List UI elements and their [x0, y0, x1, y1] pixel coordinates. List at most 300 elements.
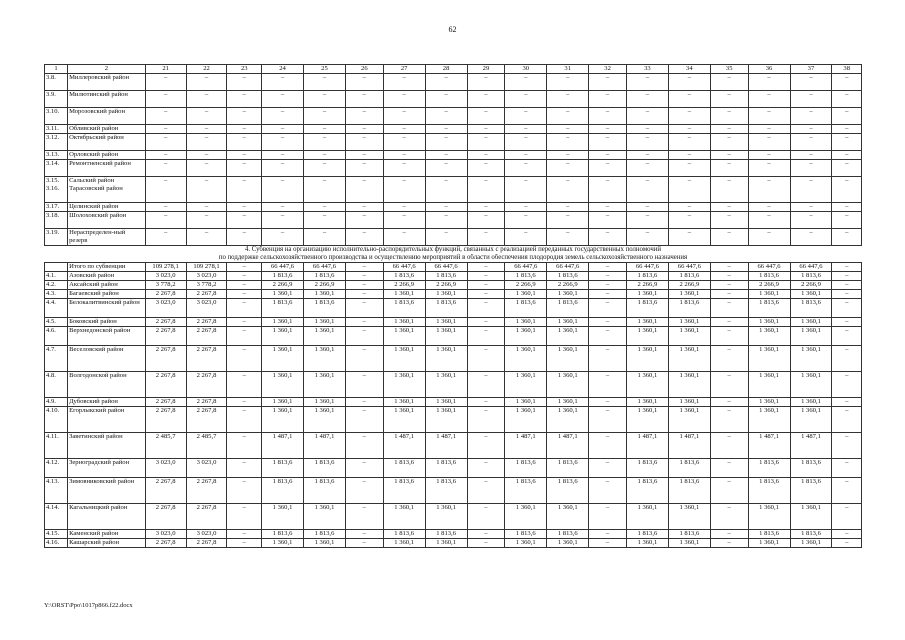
value-cell: –: [145, 160, 186, 177]
value-cell: –: [186, 203, 227, 212]
value-cell: 1 360,1: [304, 290, 346, 299]
value-cell: –: [467, 459, 505, 478]
value-cell: 1 813,6: [383, 272, 425, 281]
value-cell: 2 267,8: [186, 504, 227, 530]
value-cell: –: [668, 108, 710, 125]
table-row: [45, 151, 862, 160]
row-number: 3.9.: [45, 91, 68, 108]
value-cell: –: [505, 108, 547, 125]
value-cell: –: [547, 151, 589, 160]
district-name: Заветинский район: [68, 433, 146, 459]
value-cell: 2 267,8: [145, 290, 186, 299]
row-number: 4.11.: [45, 433, 68, 459]
district-name: Орловский район: [68, 151, 146, 160]
value-cell: 1 360,1: [547, 539, 589, 548]
value-cell: 1 360,1: [425, 407, 467, 433]
value-cell: –: [589, 151, 627, 160]
value-cell: 3 778,2: [145, 281, 186, 290]
value-cell: 1 360,1: [383, 372, 425, 398]
value-cell: –: [832, 299, 862, 318]
value-cell: –: [262, 91, 304, 108]
value-cell: –: [589, 229, 627, 246]
value-cell: 66 447,6: [262, 263, 304, 272]
value-cell: 1 360,1: [262, 539, 304, 548]
value-cell: –: [304, 203, 346, 212]
value-cell: 1 360,1: [547, 372, 589, 398]
table-row: [45, 504, 862, 530]
value-cell: 1 813,6: [304, 272, 346, 281]
value-cell: 1 360,1: [262, 290, 304, 299]
value-cell: –: [227, 212, 262, 229]
value-cell: –: [227, 459, 262, 478]
value-cell: –: [832, 125, 862, 134]
value-cell: 1 360,1: [547, 346, 589, 372]
value-cell: 1 813,6: [304, 530, 346, 539]
value-cell: 1 487,1: [425, 433, 467, 459]
value-cell: –: [227, 504, 262, 530]
value-cell: –: [547, 125, 589, 134]
value-cell: 1 813,6: [425, 299, 467, 318]
column-header-cell: 29: [467, 65, 505, 74]
value-cell: 2 267,8: [186, 372, 227, 398]
value-cell: –: [145, 108, 186, 125]
row-number: 4.8.: [45, 372, 68, 398]
value-cell: 2 267,8: [186, 407, 227, 433]
table-body-section-4: [45, 263, 862, 548]
row-number: 4.2.: [45, 281, 68, 290]
district-name: Кашарский район: [68, 539, 146, 548]
value-cell: –: [748, 177, 790, 203]
value-cell: –: [668, 160, 710, 177]
value-cell: 1 360,1: [304, 372, 346, 398]
value-cell: –: [467, 372, 505, 398]
value-cell: –: [262, 108, 304, 125]
value-cell: 1 813,6: [626, 530, 668, 539]
value-cell: 2 267,8: [145, 398, 186, 407]
value-cell: –: [748, 134, 790, 151]
table-row: [45, 272, 862, 281]
value-cell: 1 360,1: [505, 318, 547, 327]
page-number: 62: [448, 25, 457, 34]
value-cell: 1 360,1: [383, 318, 425, 327]
value-cell: –: [832, 407, 862, 433]
value-cell: –: [710, 272, 748, 281]
value-cell: –: [832, 229, 862, 246]
value-cell: –: [832, 478, 862, 504]
value-cell: –: [345, 372, 383, 398]
value-cell: –: [345, 229, 383, 246]
value-cell: –: [710, 177, 748, 203]
district-name: Милютинский район: [68, 91, 146, 108]
section-title-line2: по поддержке сельскохозяйственного производства и осуществлению мероприятий в области обеспечения плодородия земель сельскохозяйственного назначения: [218, 254, 688, 261]
value-cell: 1 360,1: [425, 372, 467, 398]
column-header-cell: 36: [748, 65, 790, 74]
value-cell: –: [345, 290, 383, 299]
value-cell: –: [467, 318, 505, 327]
value-cell: –: [345, 478, 383, 504]
district-name: Аксайский район: [68, 281, 146, 290]
value-cell: –: [790, 151, 832, 160]
value-cell: 3 023,0: [186, 272, 227, 281]
value-cell: 1 487,1: [383, 433, 425, 459]
value-cell: –: [710, 203, 748, 212]
value-cell: –: [790, 134, 832, 151]
value-cell: –: [383, 151, 425, 160]
value-cell: –: [710, 108, 748, 125]
table-row: [45, 91, 862, 108]
value-cell: 1 813,6: [425, 530, 467, 539]
value-cell: 1 813,6: [626, 478, 668, 504]
value-cell: 1 360,1: [262, 504, 304, 530]
value-cell: 1 487,1: [304, 433, 346, 459]
table-row: [45, 318, 862, 327]
value-cell: –: [425, 125, 467, 134]
value-cell: 1 360,1: [626, 539, 668, 548]
value-cell: –: [425, 212, 467, 229]
value-cell: –: [425, 108, 467, 125]
value-cell: –: [710, 263, 748, 272]
value-cell: 1 813,6: [304, 478, 346, 504]
row-number: 4.6.: [45, 327, 68, 346]
value-cell: –: [227, 539, 262, 548]
value-cell: 1 360,1: [383, 539, 425, 548]
value-cell: 2 266,9: [425, 281, 467, 290]
value-cell: –: [589, 281, 627, 290]
value-cell: –: [832, 151, 862, 160]
table-row: [45, 177, 862, 203]
value-cell: 1 813,6: [505, 272, 547, 281]
value-cell: 1 360,1: [790, 327, 832, 346]
value-cell: 1 360,1: [425, 327, 467, 346]
value-cell: –: [425, 229, 467, 246]
value-cell: 1 487,1: [668, 433, 710, 459]
district-name: Дубовский район: [68, 398, 146, 407]
value-cell: 2 266,9: [505, 281, 547, 290]
value-cell: –: [547, 134, 589, 151]
value-cell: 1 360,1: [304, 318, 346, 327]
value-cell: 1 813,6: [547, 299, 589, 318]
value-cell: 1 813,6: [262, 272, 304, 281]
value-cell: 1 813,6: [262, 299, 304, 318]
value-cell: 1 360,1: [547, 327, 589, 346]
value-cell: –: [186, 125, 227, 134]
value-cell: 1 360,1: [626, 372, 668, 398]
value-cell: 1 813,6: [626, 299, 668, 318]
value-cell: 1 360,1: [505, 290, 547, 299]
value-cell: 2 267,8: [145, 318, 186, 327]
value-cell: 1 813,6: [383, 530, 425, 539]
value-cell: –: [227, 125, 262, 134]
value-cell: –: [467, 108, 505, 125]
value-cell: 1 813,6: [790, 272, 832, 281]
table-row: [45, 125, 862, 134]
value-cell: –: [345, 160, 383, 177]
value-cell: 1 360,1: [668, 539, 710, 548]
value-cell: –: [710, 160, 748, 177]
district-name: Кагальницкий район: [68, 504, 146, 530]
value-cell: 1 360,1: [790, 398, 832, 407]
value-cell: 2 267,8: [145, 327, 186, 346]
value-cell: –: [262, 151, 304, 160]
value-cell: –: [589, 346, 627, 372]
value-cell: 1 360,1: [505, 398, 547, 407]
value-cell: –: [186, 108, 227, 125]
value-cell: –: [790, 212, 832, 229]
row-number: 4.16.: [45, 539, 68, 548]
value-cell: –: [262, 229, 304, 246]
value-cell: –: [383, 74, 425, 91]
value-cell: –: [467, 151, 505, 160]
value-cell: –: [467, 407, 505, 433]
value-cell: 1 813,6: [668, 272, 710, 281]
value-cell: –: [467, 327, 505, 346]
row-number: 4.1.: [45, 272, 68, 281]
value-cell: –: [710, 290, 748, 299]
value-cell: –: [505, 212, 547, 229]
row-number: 3.13.: [45, 151, 68, 160]
value-cell: –: [505, 151, 547, 160]
value-cell: –: [227, 346, 262, 372]
value-cell: –: [505, 91, 547, 108]
value-cell: 1 360,1: [626, 346, 668, 372]
value-cell: 1 813,6: [668, 459, 710, 478]
value-cell: 1 360,1: [505, 372, 547, 398]
value-cell: 1 360,1: [668, 398, 710, 407]
value-cell: 1 360,1: [748, 504, 790, 530]
table-row: [45, 281, 862, 290]
value-cell: –: [589, 212, 627, 229]
value-cell: 1 360,1: [262, 407, 304, 433]
column-header-cell: 1: [45, 65, 68, 74]
value-cell: 66 447,6: [668, 263, 710, 272]
value-cell: 1 360,1: [547, 318, 589, 327]
value-cell: –: [304, 134, 346, 151]
value-cell: –: [227, 272, 262, 281]
value-cell: –: [345, 177, 383, 203]
value-cell: –: [505, 203, 547, 212]
value-cell: –: [589, 398, 627, 407]
value-cell: –: [345, 539, 383, 548]
value-cell: –: [832, 504, 862, 530]
value-cell: –: [668, 74, 710, 91]
district-name: Нераспределен-ный резерв: [68, 229, 146, 246]
value-cell: –: [832, 398, 862, 407]
value-cell: 1 360,1: [626, 327, 668, 346]
value-cell: –: [467, 203, 505, 212]
row-number: 4.12.: [45, 459, 68, 478]
value-cell: 1 813,6: [383, 459, 425, 478]
value-cell: –: [262, 74, 304, 91]
value-cell: 2 267,8: [186, 346, 227, 372]
value-cell: 66 447,6: [425, 263, 467, 272]
value-cell: –: [304, 108, 346, 125]
value-cell: –: [467, 478, 505, 504]
value-cell: –: [668, 134, 710, 151]
value-cell: 1 360,1: [383, 346, 425, 372]
value-cell: –: [145, 125, 186, 134]
value-cell: –: [304, 212, 346, 229]
value-cell: 1 360,1: [668, 290, 710, 299]
value-cell: –: [710, 372, 748, 398]
value-cell: 2 266,9: [668, 281, 710, 290]
value-cell: 1 813,6: [626, 459, 668, 478]
value-cell: –: [832, 530, 862, 539]
value-cell: 1 360,1: [790, 539, 832, 548]
row-number: 3.15. 3.16.: [45, 177, 68, 203]
value-cell: –: [227, 433, 262, 459]
value-cell: 1 360,1: [304, 398, 346, 407]
table-row: [45, 299, 862, 318]
value-cell: –: [589, 108, 627, 125]
value-cell: –: [589, 318, 627, 327]
value-cell: –: [345, 74, 383, 91]
value-cell: –: [425, 74, 467, 91]
row-number: 3.8.: [45, 74, 68, 91]
value-cell: –: [668, 177, 710, 203]
value-cell: 1 360,1: [304, 346, 346, 372]
value-cell: 1 360,1: [383, 327, 425, 346]
value-cell: 1 813,6: [262, 478, 304, 504]
value-cell: –: [227, 134, 262, 151]
table-row: [45, 160, 862, 177]
value-cell: 1 360,1: [790, 407, 832, 433]
value-cell: 66 447,6: [383, 263, 425, 272]
value-cell: –: [467, 272, 505, 281]
column-number-header: [45, 65, 862, 74]
value-cell: 1 360,1: [748, 290, 790, 299]
budget-table: [44, 64, 862, 548]
district-name: Волгодонской район: [68, 372, 146, 398]
value-cell: –: [589, 372, 627, 398]
value-cell: 66 447,6: [790, 263, 832, 272]
value-cell: 1 360,1: [748, 407, 790, 433]
value-cell: 1 360,1: [790, 318, 832, 327]
value-cell: 2 267,8: [145, 504, 186, 530]
value-cell: 1 360,1: [626, 318, 668, 327]
value-cell: 1 813,6: [262, 459, 304, 478]
value-cell: –: [832, 108, 862, 125]
value-cell: 3 023,0: [145, 530, 186, 539]
value-cell: –: [589, 530, 627, 539]
value-cell: –: [186, 229, 227, 246]
value-cell: 1 360,1: [505, 504, 547, 530]
value-cell: –: [467, 263, 505, 272]
value-cell: –: [547, 212, 589, 229]
value-cell: –: [262, 134, 304, 151]
district-name: Веселовский район: [68, 346, 146, 372]
value-cell: –: [186, 151, 227, 160]
value-cell: –: [710, 459, 748, 478]
value-cell: –: [345, 203, 383, 212]
value-cell: –: [467, 125, 505, 134]
section-4-caption: [45, 246, 862, 263]
column-header-cell: 28: [425, 65, 467, 74]
column-header-cell: 24: [262, 65, 304, 74]
value-cell: –: [710, 212, 748, 229]
value-cell: –: [186, 74, 227, 91]
value-cell: –: [505, 125, 547, 134]
value-cell: –: [145, 134, 186, 151]
value-cell: 1 360,1: [505, 539, 547, 548]
table-row: [45, 327, 862, 346]
value-cell: –: [345, 504, 383, 530]
value-cell: –: [304, 91, 346, 108]
value-cell: –: [668, 151, 710, 160]
value-cell: –: [227, 74, 262, 91]
value-cell: –: [710, 151, 748, 160]
value-cell: 1 360,1: [547, 398, 589, 407]
value-cell: –: [832, 459, 862, 478]
value-cell: –: [227, 407, 262, 433]
district-name: Шолоховский район: [68, 212, 146, 229]
column-header-cell: 30: [505, 65, 547, 74]
district-name: Азовский район: [68, 272, 146, 281]
value-cell: –: [304, 177, 346, 203]
value-cell: –: [589, 74, 627, 91]
value-cell: –: [589, 290, 627, 299]
value-cell: –: [710, 346, 748, 372]
value-cell: –: [626, 125, 668, 134]
value-cell: –: [710, 478, 748, 504]
value-cell: 1 360,1: [425, 398, 467, 407]
value-cell: 1 360,1: [425, 504, 467, 530]
value-cell: –: [467, 91, 505, 108]
value-cell: –: [832, 203, 862, 212]
value-cell: 2 266,9: [383, 281, 425, 290]
value-cell: 1 360,1: [626, 290, 668, 299]
value-cell: –: [345, 398, 383, 407]
value-cell: –: [383, 160, 425, 177]
value-cell: 2 485,7: [145, 433, 186, 459]
value-cell: 3 778,2: [186, 281, 227, 290]
column-header-cell: 34: [668, 65, 710, 74]
column-header-cell: 21: [145, 65, 186, 74]
value-cell: 1 360,1: [425, 290, 467, 299]
value-cell: –: [227, 108, 262, 125]
value-cell: –: [589, 203, 627, 212]
value-cell: –: [425, 91, 467, 108]
value-cell: 66 447,6: [547, 263, 589, 272]
value-cell: –: [227, 299, 262, 318]
footer-file-path: Y:\ORST\Ppo\1017p866.f22.docx: [44, 602, 133, 609]
value-cell: 1 360,1: [626, 504, 668, 530]
value-cell: 1 360,1: [505, 327, 547, 346]
value-cell: –: [145, 177, 186, 203]
value-cell: 1 360,1: [668, 327, 710, 346]
value-cell: –: [186, 91, 227, 108]
value-cell: –: [186, 212, 227, 229]
value-cell: –: [832, 539, 862, 548]
value-cell: 1 813,6: [790, 478, 832, 504]
value-cell: –: [748, 212, 790, 229]
value-cell: –: [505, 134, 547, 151]
column-header-cell: 37: [790, 65, 832, 74]
value-cell: –: [710, 398, 748, 407]
value-cell: 1 360,1: [748, 318, 790, 327]
value-cell: –: [467, 74, 505, 91]
value-cell: 66 447,6: [626, 263, 668, 272]
value-cell: 1 360,1: [748, 398, 790, 407]
district-name: Багаевский район: [68, 290, 146, 299]
row-number: 4.10.: [45, 407, 68, 433]
value-cell: –: [710, 327, 748, 346]
value-cell: 1 360,1: [262, 372, 304, 398]
value-cell: –: [748, 108, 790, 125]
value-cell: –: [345, 459, 383, 478]
value-cell: –: [345, 91, 383, 108]
column-header-cell: 22: [186, 65, 227, 74]
value-cell: –: [710, 433, 748, 459]
